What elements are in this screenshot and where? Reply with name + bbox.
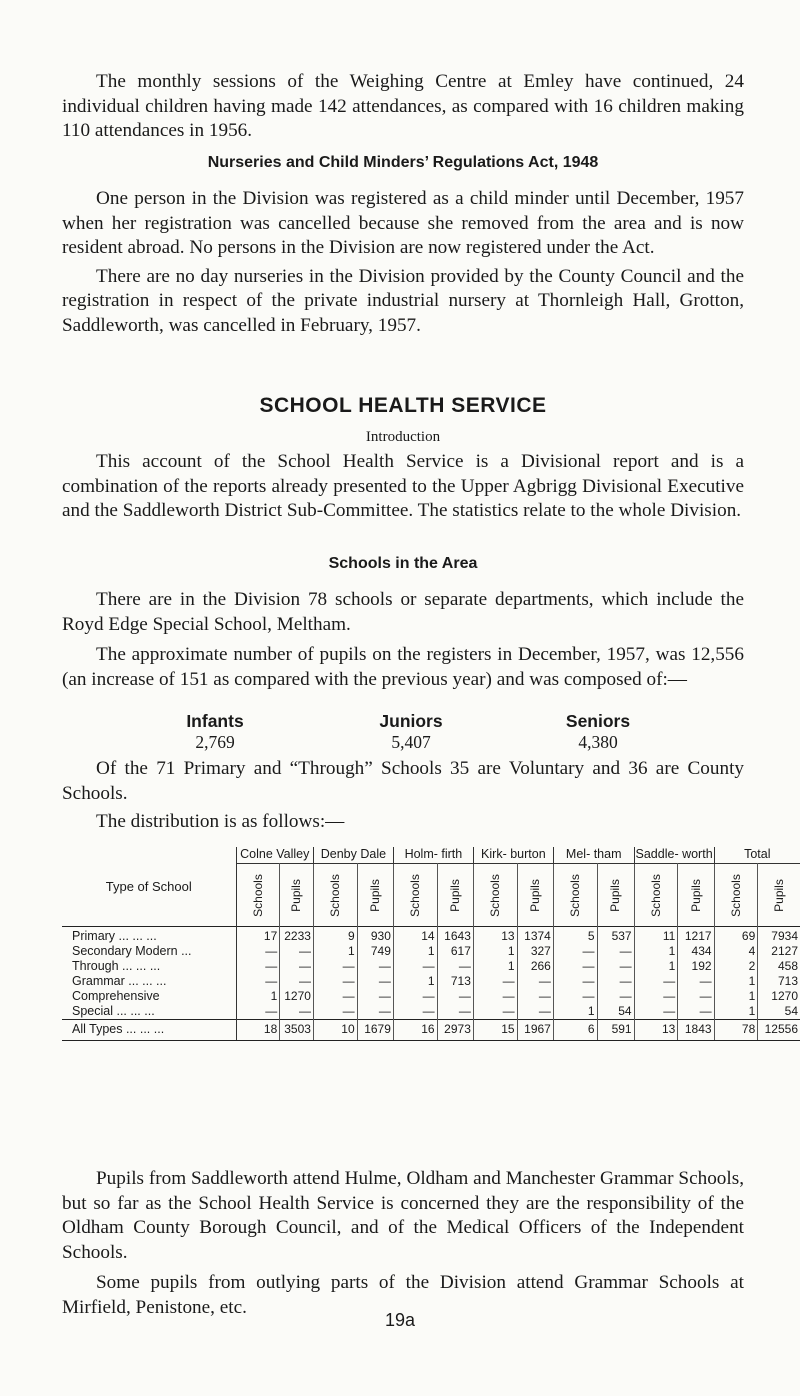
outlying-paragraph: Some pupils from outlying parts of the Division attend Grammar Schools at Mirfield, Penistone, etc. [62,1272,744,1318]
pupils-count-cell: — [678,989,714,1004]
schools-count-cell: 15 [473,1020,517,1041]
pupils-count-cell: 537 [597,927,634,945]
sub-header-schools: Schools [473,864,517,927]
pupils-count-cell: — [437,989,473,1004]
table-row [62,944,800,959]
pupils-count-cell: 458 [777,959,798,973]
schools-area-section [62,588,744,692]
sub-header-pupils: Pupils [357,864,393,927]
schools-count-cell: 1 [473,959,517,974]
pupils-count-cell: 591 [597,1020,634,1041]
pupils-count-cell: 1967 [517,1020,553,1041]
group-header-total: Total [744,847,771,861]
schools-count-cell: — [393,989,437,1004]
closing-section [62,1167,744,1320]
sub-header-schools: Schools [393,864,437,927]
pupils-count-cell: — [597,944,634,959]
schools-count-cell: 1 [714,989,758,1004]
pupils-count-cell: — [597,959,634,974]
pupils-count-cell: 2233 [280,927,314,945]
school-distribution-table [62,847,800,1041]
pupils-count-cell: — [517,974,553,989]
schools-count-cell: 18 [236,1020,280,1041]
pupils-count-cell: — [517,989,553,1004]
pupils-count-cell: — [437,1004,473,1020]
schools-count-cell: — [313,974,357,989]
school-type-label: Primary ... ... ... [62,927,236,945]
schools-count-cell: — [473,989,517,1004]
schools-count-cell: — [236,944,280,959]
schools-count-cell: 5 [553,927,597,945]
sub-header-pupils: Pupils [517,864,553,927]
pupils-count-cell: 930 [357,927,393,945]
pupils-count-cell: — [517,1004,553,1020]
schools-count-cell: — [473,1004,517,1020]
voluntary-section [62,757,744,835]
schools-count-cell: 1 [634,944,678,959]
group-header-denby-dale: Denby Dale [313,847,393,864]
group-header-colne-valley: Colne Valley [236,847,313,864]
pupils-count-cell: 749 [357,944,393,959]
school-type-label: Grammar ... ... ... [62,974,236,989]
sub-header-pupils: Pupils [758,864,800,927]
table-row [62,989,800,1004]
schools-count-cell: 1 [714,1004,758,1020]
nurseries-section [62,187,744,338]
pupils-count-cell: — [678,974,714,989]
pupils-count-cell: 713 [777,974,798,988]
school-type-label: Through ... ... ... [62,959,236,974]
pupils-count-cell: — [678,1004,714,1020]
pupils-count-cell: 1679 [357,1020,393,1041]
sub-header-schools: Schools [634,864,678,927]
schools-count-cell: — [473,974,517,989]
sub-header-schools: Schools [714,864,758,927]
pupils-count-cell: 2973 [437,1020,473,1041]
schools-count-cell: 16 [393,1020,437,1041]
pupils-count-cell: 1270 [771,989,798,1003]
schools-count-cell: 4 [714,944,758,959]
schools-count-cell: — [236,959,280,974]
pupils-count-cell: 617 [437,944,473,959]
table-row [62,974,800,989]
schools-count-cell: — [236,974,280,989]
type-of-school-header: Type of School [62,847,236,927]
schools-count-cell: 69 [714,927,758,945]
age-group-seniors: Seniors 4,380 [565,711,631,752]
voluntary-paragraph: Of the 71 Primary and “Through” Schools 35 are Voluntary and 36 are County Schools. [62,758,744,804]
schools-count-cell: 2 [714,959,758,974]
pupils-count-cell: — [280,944,314,959]
pupils-count-cell: 713 [437,974,473,989]
schools-count-cell: 78 [714,1020,758,1041]
introduction-paragraph: This account of the School Health Service is a Divisional report and is a combination of the reports already presented to the Upper Agbrigg Divisional Executive and the Saddleworth District Sub-Committee. The statistics relate to the whole Division. [62,451,744,521]
introduction-heading: Introduction [365,429,441,445]
sub-header-pupils: Pupils [597,864,634,927]
pupils-count-cell: 327 [517,944,553,959]
schools-count-cell: 13 [473,927,517,945]
distribution-paragraph: The distribution is as follows:— [96,811,345,832]
pupils-count-cell: — [357,974,393,989]
pupils-count-cell: 1843 [678,1020,714,1041]
schools-count-cell: 1 [393,944,437,959]
sub-header-schools: Schools [236,864,280,927]
pupils-count-cell: 1270 [280,989,314,1004]
group-header-holmfirth: Holm- firth [393,847,473,864]
group-header-saddleworth: Saddle- worth [634,847,714,864]
school-type-label: Comprehensive [62,989,236,1004]
schools-count-cell: 1 [634,959,678,974]
saddleworth-paragraph: Pupils from Saddleworth attend Hulme, Oldham and Manchester Grammar Schools, but so far as the School Health Service is concerned they are the responsibility of the Oldham County Borough Council, and of the Medical Officers of the Independent Schools. [62,1168,744,1263]
schools-count-cell: — [393,959,437,974]
schools-count-cell: 14 [393,927,437,945]
pupils-count-cell: 192 [678,959,714,974]
pupils-count-cell: — [357,1004,393,1020]
schools-count-cell: 1 [236,989,280,1004]
sub-header-pupils: Pupils [280,864,314,927]
pupils-count-cell: 434 [678,944,714,959]
schools-count-cell: — [553,989,597,1004]
table-total-row [62,1020,800,1041]
schools-count-cell: 6 [553,1020,597,1041]
schools-count-cell: 13 [634,1020,678,1041]
day-nurseries-paragraph: There are no day nurseries in the Division provided by the County Council and the registration in respect of the private industrial nursery at Thornleigh Hall, Grotton, Saddleworth, was cancelled in February, 1957. [62,265,744,336]
sub-header-pupils: Pupils [678,864,714,927]
pupils-count-cell: 54 [597,1004,634,1020]
schools-count-cell: 1 [553,1004,597,1020]
sub-header-schools: Schools [313,864,357,927]
pupils-count-cell: — [597,989,634,1004]
pupils-count-cell: 266 [517,959,553,974]
pupils-count-cell: — [597,974,634,989]
pupils-count-cell: 3503 [280,1020,314,1041]
schools-count-cell: — [553,959,597,974]
schools-count-cell: 11 [634,927,678,945]
schools-count-cell: — [634,1004,678,1020]
weighing-paragraph: The monthly sessions of the Weighing Centre at Emley have continued, 24 individual children having made 142 attendances, as compared with 16 children making 110 attendances in 1956. [62,71,744,141]
child-minder-paragraph: One person in the Division was registered as a child minder until December, 1957 when her registration was cancelled because she removed from the area and is now resident abroad. No persons in the Division are now registered under the Act. [62,188,744,258]
pupils-count-cell: — [280,974,314,989]
pupils-count-cell: 1643 [437,927,473,945]
schools-count-cell: — [313,959,357,974]
pupils-approx-paragraph: The approximate number of pupils on the registers in December, 1957, was 12,556 (an increase of 151 as compared with the previous year) and was composed of:— [62,644,744,690]
schools-count-cell: 1 [313,944,357,959]
school-type-label: All Types ... ... ... [62,1020,236,1041]
table-body [62,927,800,1041]
schools-count-cell: 1 [393,974,437,989]
table-row [62,927,800,945]
schools-count-cell: — [553,974,597,989]
schools-count-cell: 9 [313,927,357,945]
pupils-count-cell: — [357,989,393,1004]
schools-count-cell: 1 [473,944,517,959]
schools-count-cell: 1 [714,974,758,989]
pupils-count-cell: — [357,959,393,974]
school-type-label: Secondary Modern ... [62,944,236,959]
school-health-heading: SCHOOL HEALTH SERVICE [259,394,547,417]
pupils-count-cell: — [437,959,473,974]
schools-count-cell: — [313,1004,357,1020]
pupils-count-cell: 12556 [758,1020,800,1041]
schools-count-cell: 10 [313,1020,357,1041]
group-header-meltham: Mel- tham [553,847,634,864]
schools-count-cell: 17 [236,927,280,945]
schools-count-cell: — [634,989,678,1004]
sub-header-pupils: Pupils [437,864,473,927]
group-header-kirkburton: Kirk- burton [473,847,553,864]
school-type-label: Special ... ... ... [62,1004,236,1020]
pupils-count-cell: 7934 [758,927,800,945]
table-row [62,1004,800,1020]
pupils-count-cell: 2127 [771,944,798,958]
pupils-count-cell: — [280,959,314,974]
pupils-count-cell: 1374 [517,927,553,945]
schools-count-paragraph: There are in the Division 78 schools or separate departments, which include the Royd Edge Special School, Meltham. [62,589,744,635]
schools-area-heading: Schools in the Area [328,555,478,572]
pupils-count-cell: — [280,1004,314,1020]
pupils-count-cell: 54 [784,1004,798,1018]
table-row [62,959,800,974]
pupils-count-cell: 1217 [678,927,714,945]
nurseries-heading: Nurseries and Child Minders’ Regulations Act, 1948 [207,154,599,171]
schools-count-cell: — [634,974,678,989]
sub-header-schools: Schools [553,864,597,927]
schools-count-cell: — [553,944,597,959]
schools-count-cell: — [313,989,357,1004]
schools-count-cell: — [236,1004,280,1020]
page-number: 19a [384,1310,416,1330]
age-group-infants: Infants 2,769 [186,711,244,752]
schools-count-cell: — [393,1004,437,1020]
age-group-juniors: Juniors 5,407 [379,711,443,752]
